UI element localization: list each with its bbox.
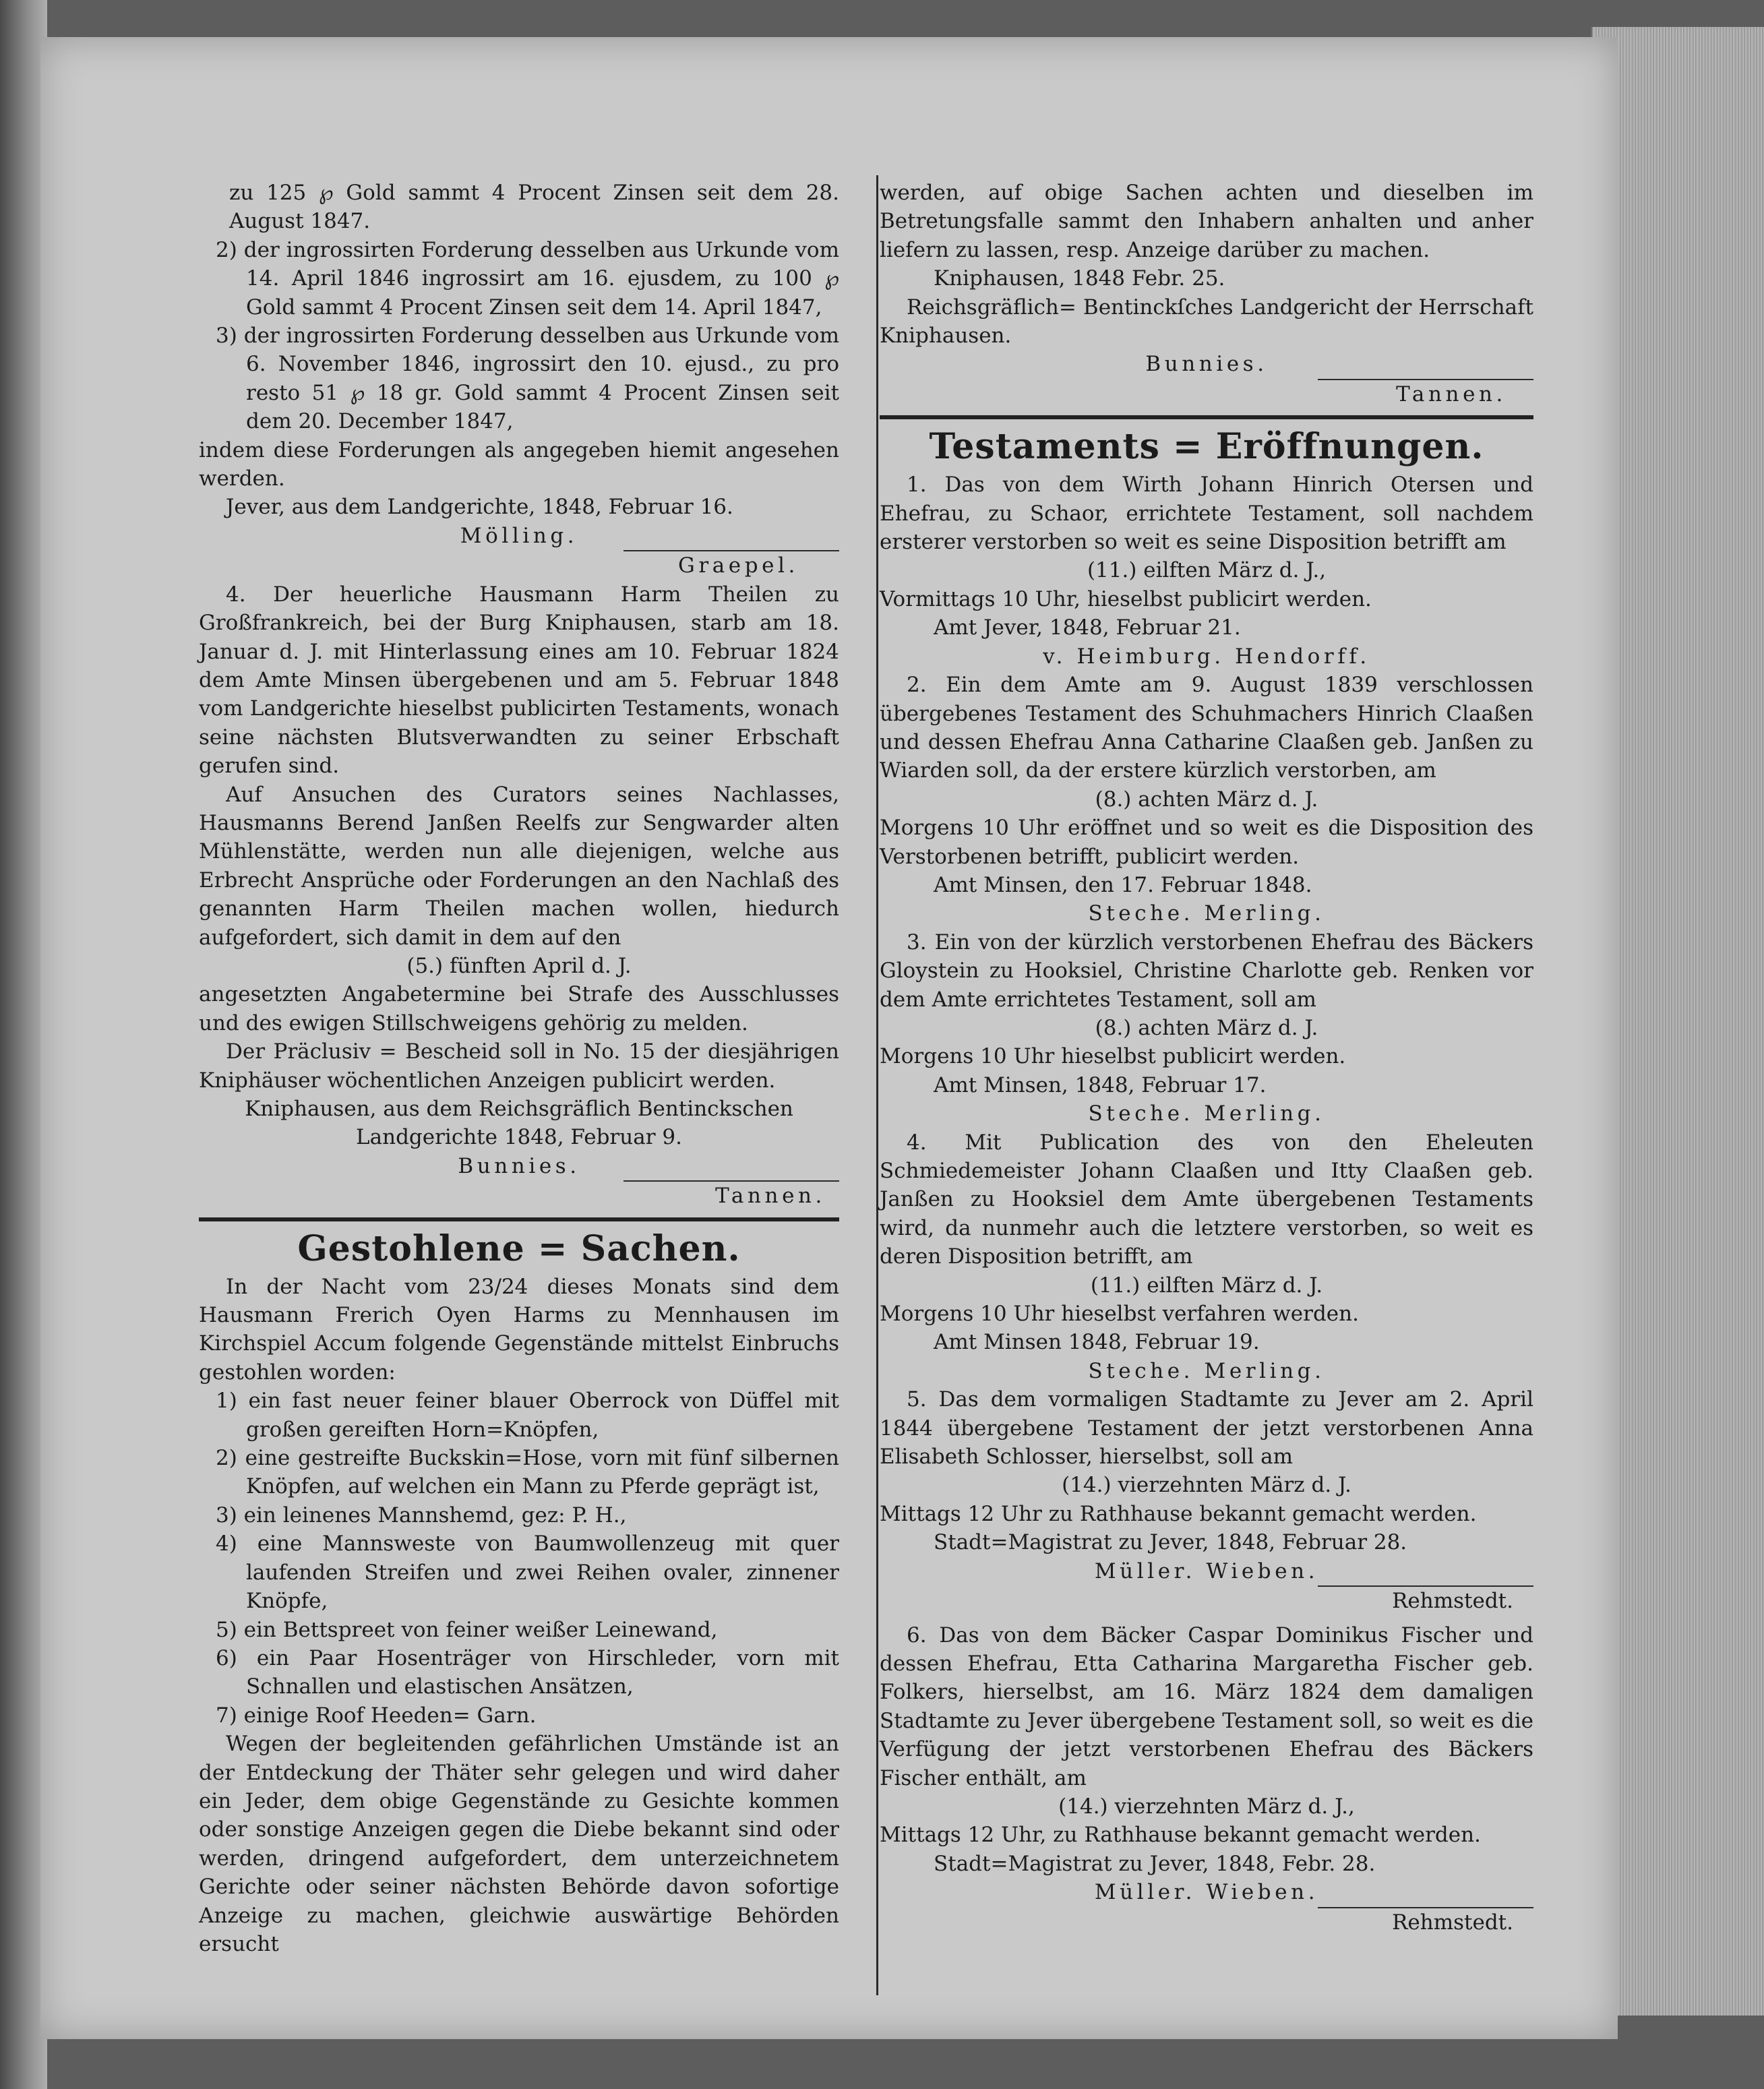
will-place: Stadt=Magistrat zu Jever, 1848, Febr. 28. [934, 1851, 1376, 1876]
will-date: (8.) achten März d. J. [1095, 1015, 1318, 1040]
section-heading: Testaments = Eröffnungen. [929, 426, 1484, 468]
dateline: Jever, aus dem Landgerichte, 1848, Februar 16. [226, 495, 733, 520]
notice-paragraph: Wegen der begleitenden gefährlichen Umstände ist an der Entdeckung der Thäter sehr gelegen und wird daher ein Jeder, dem obige Gegenstände zu Gesichte kommen oder sonstige Anzeigen gegen die Diebe bekannt sind oder werden, dringend aufgefordert, dem unterzeichnetem Gerichte oder seiner nächsten Behörde davon sofortige Anzeige zu machen, gleichwie auswärtige Behörden ersucht [199, 1732, 839, 1956]
claims-close: indem diese Forderungen als angegeben hiemit angesehen werden. [199, 437, 839, 491]
notice-date: (5.) fünften April d. J. [406, 953, 632, 978]
will-time: Morgens 10 Uhr hieselbst verfahren werden. [880, 1302, 1359, 1327]
will-signature: Steche. Merling. [1088, 1101, 1325, 1126]
stolen-item: 1) ein fast neuer feiner blauer Oberrock von Düffel mit großen gereiften Horn=Knöpfen, [216, 1389, 839, 1442]
stolen-item: 6) ein Paar Hosenträger von Hirschleder, vorn mit Schnallen und elastischen Ansätzen, [216, 1645, 839, 1699]
will-place: Amt Minsen, den 17. Februar 1848. [934, 872, 1312, 897]
will-time: Mittags 12 Uhr zu Rathhause bekannt gemacht werden. [880, 1501, 1477, 1526]
will-signature: Müller. Wieben. [1094, 1880, 1319, 1905]
signature: Graepel. [677, 553, 799, 578]
will-time: Mittags 12 Uhr, zu Rathhause bekannt gemacht werden. [880, 1823, 1481, 1848]
stolen-item: 7) einige Roof Heeden= Garn. [216, 1703, 537, 1728]
stolen-item: 4) eine Mannsweste von Baumwollenzeug mit quer laufenden Streifen und zwei Reihen ovaler, zinnener Knöpfe, [216, 1532, 839, 1614]
claim-item: zu 125 ℘ Gold sammt 4 Procent Zinsen seit dem 28. August 1847. [229, 181, 839, 234]
will-time: Morgens 10 Uhr eröffnet und so weit es die Disposition des Verstorbenen betrifft, publicirt werden. [880, 816, 1533, 869]
signature: Tannen. [1396, 382, 1507, 406]
will-date: (14.) vierzehnten März d. J. [1062, 1473, 1351, 1498]
notice-paragraph: In der Nacht vom 23/24 dieses Monats sind dem Hausmann Frerich Oyen Harms zu Mennhausen im Kirchspiel Accum folgende Gegenstände mittelst Einbruchs gestohlen worden: [199, 1274, 839, 1385]
notice-paragraph: 4. Der heuerliche Hausmann Harm Theilen zu Großfrankreich, bei der Burg Kniphausen, starb am 18. Januar d. J. mit Hinterlassung eines am 10. Februar 1824 dem Amte Minsen übergebenen und am 5. Februar 1848 vom Landgerichte hieselbst publicirten Testaments, wonach seine nächsten Blutsverwandten zu seiner Erbschaft gerufen sind. [199, 582, 839, 779]
stolen-item: 2) eine gestreifte Buckskin=Hose, vorn mit fünf silbernen Knöpfen, auf welchen ein Mann zu Pferde geprägt ist, [216, 1446, 839, 1499]
will-signature: Rehmstedt. [1392, 1910, 1513, 1935]
signature: Tannen. [715, 1184, 826, 1209]
notice-paragraph: Der Präclusiv = Bescheid soll in No. 15 der diesjährigen Kniphäuser wöchentlichen Anzeigen publicirt werden. [199, 1039, 839, 1093]
will-place: Amt Minsen, 1848, Februar 17. [934, 1072, 1267, 1097]
dateline: Kniphausen, 1848 Febr. 25. [934, 266, 1225, 291]
notice-paragraph: werden, auf obige Sachen achten und dieselben im Betretungsfalle sammt den Inhabern anhalten und anher liefern zu lassen, resp. Anzeige darüber zu machen. [880, 181, 1533, 262]
signature: Bunnies. [1145, 352, 1268, 377]
will-date: (8.) achten März d. J. [1095, 787, 1318, 812]
stolen-item: 5) ein Bettspreet von feiner weißer Leinewand, [216, 1617, 718, 1642]
will-signature: Steche. Merling. [1088, 1358, 1325, 1383]
will-signature: Müller. Wieben. [1094, 1558, 1319, 1583]
section-heading: Gestohlene = Sachen. [297, 1228, 741, 1269]
will-signature: v. Heimburg. Hendorff. [1043, 644, 1370, 669]
section-rule [880, 415, 1533, 419]
claim-item: 3) der ingrossirten Forderung desselben aus Urkunde vom 6. November 1846, ingrossirt den 10. ejusd., zu pro resto 51 ℘ 18 gr. Gold sammt 4 Procent Zinsen seit dem 20. December 1847, [216, 324, 839, 434]
will-time: Vormittags 10 Uhr, hieselbst publicirt werden. [880, 586, 1372, 611]
will-time: Morgens 10 Uhr hieselbst publicirt werden. [880, 1044, 1346, 1069]
will-notice: 2. Ein dem Amte am 9. August 1839 verschlossen übergebenes Testament des Schuhmachers Hinrich Claaßen und dessen Ehefrau Anna Catharine Claaßen geb. Janßen zu Wiarden soll, da der erstere kürzlich verstorben, am [880, 673, 1533, 783]
will-notice: 1. Das von dem Wirth Johann Hinrich Otersen und Ehefrau, zu Schaor, errichtete Testament, soll nachdem ersterer verstorben so weit es seine Disposition betrifft am [880, 473, 1533, 555]
column-divider [876, 175, 878, 1995]
will-place: Amt Minsen 1848, Februar 19. [934, 1330, 1260, 1355]
will-notice: 5. Das dem vormaligen Stadtamte zu Jever am 2. April 1844 übergebene Testament der jetzt verstorbenen Anna Elisabeth Schlosser, hierselbst, soll am [880, 1387, 1533, 1470]
section-rule [199, 1217, 839, 1221]
claim-item: 2) der ingrossirten Forderung desselben aus Urkunde vom 14. April 1846 ingrossirt am 16. ejusdem, zu 100 ℘ Gold sammt 4 Procent Zinsen seit dem 14. April 1847, [216, 237, 839, 320]
signature: Bunnies. [458, 1153, 580, 1178]
will-place: Stadt=Magistrat zu Jever, 1848, Februar 28. [934, 1530, 1407, 1555]
court-name: Reichsgräflich= Bentinckſches Landgericht der Herrschaft Kniphausen. [880, 295, 1533, 349]
notice-paragraph: angesetzten Angabetermine bei Strafe des Ausschlusses und des ewigen Stillschweigens gehörig zu melden. [199, 982, 839, 1035]
notice-paragraph: Auf Ansuchen des Curators seines Nachlasses, Hausmanns Berend Janßen Reelfs zur Sengwarder alten Mühlenstätte, werden nun alle diejenigen, welche aus Erbrecht Ansprüche oder Forderungen an den Nachlaß des genannten Harm Theilen machen wollen, hiedurch aufgefordert, sich damit in dem auf den [199, 782, 839, 950]
newspaper-page [40, 37, 1618, 2039]
dateline: Kniphausen, aus dem Reichsgräflich Bentinckschen Landgerichte 1848, Februar 9. [245, 1097, 793, 1150]
will-date: (14.) vierzehnten März d. J., [1058, 1794, 1355, 1819]
will-notice: 3. Ein von der kürzlich verstorbenen Ehefrau des Bäckers Gloystein zu Hooksiel, Christine Charlotte geb. Renken vor dem Amte errichtetes Testament, soll am [880, 930, 1533, 1012]
left-column [199, 179, 839, 1958]
will-place: Amt Jever, 1848, Februar 21. [934, 615, 1241, 640]
will-notice: 4. Mit Publication des von den Eheleuten Schmiedemeister Johann Claaßen und Itty Claaßen geb. Janßen zu Hooksiel dem Amte übergebenen Testaments wird, da nunmehr auch die letztere verstorben, so weit es deren Disposition betrifft, am [880, 1130, 1533, 1269]
stolen-item: 3) ein leinenes Mannshemd, gez: P. H., [216, 1503, 627, 1527]
will-signature: Steche. Merling. [1088, 901, 1325, 926]
right-column [880, 179, 1533, 1937]
will-date: (11.) eilften März d. J., [1087, 558, 1327, 583]
will-notice: 6. Das von dem Bäcker Caspar Dominikus Fischer und dessen Ehefrau, Etta Catharina Margaretha Fischer geb. Folkers, hierselbst, am 16. März 1824 dem damaligen Stadtamte zu Jever übergebene Testament soll, so weit es die Verfügung der jetzt verstorbenen Ehefrau des Bäckers Fischer enthält, am [880, 1623, 1533, 1790]
signature: Mölling. [460, 523, 578, 548]
will-date: (11.) eilften März d. J. [1090, 1273, 1323, 1298]
will-signature: Rehmstedt. [1392, 1589, 1513, 1614]
